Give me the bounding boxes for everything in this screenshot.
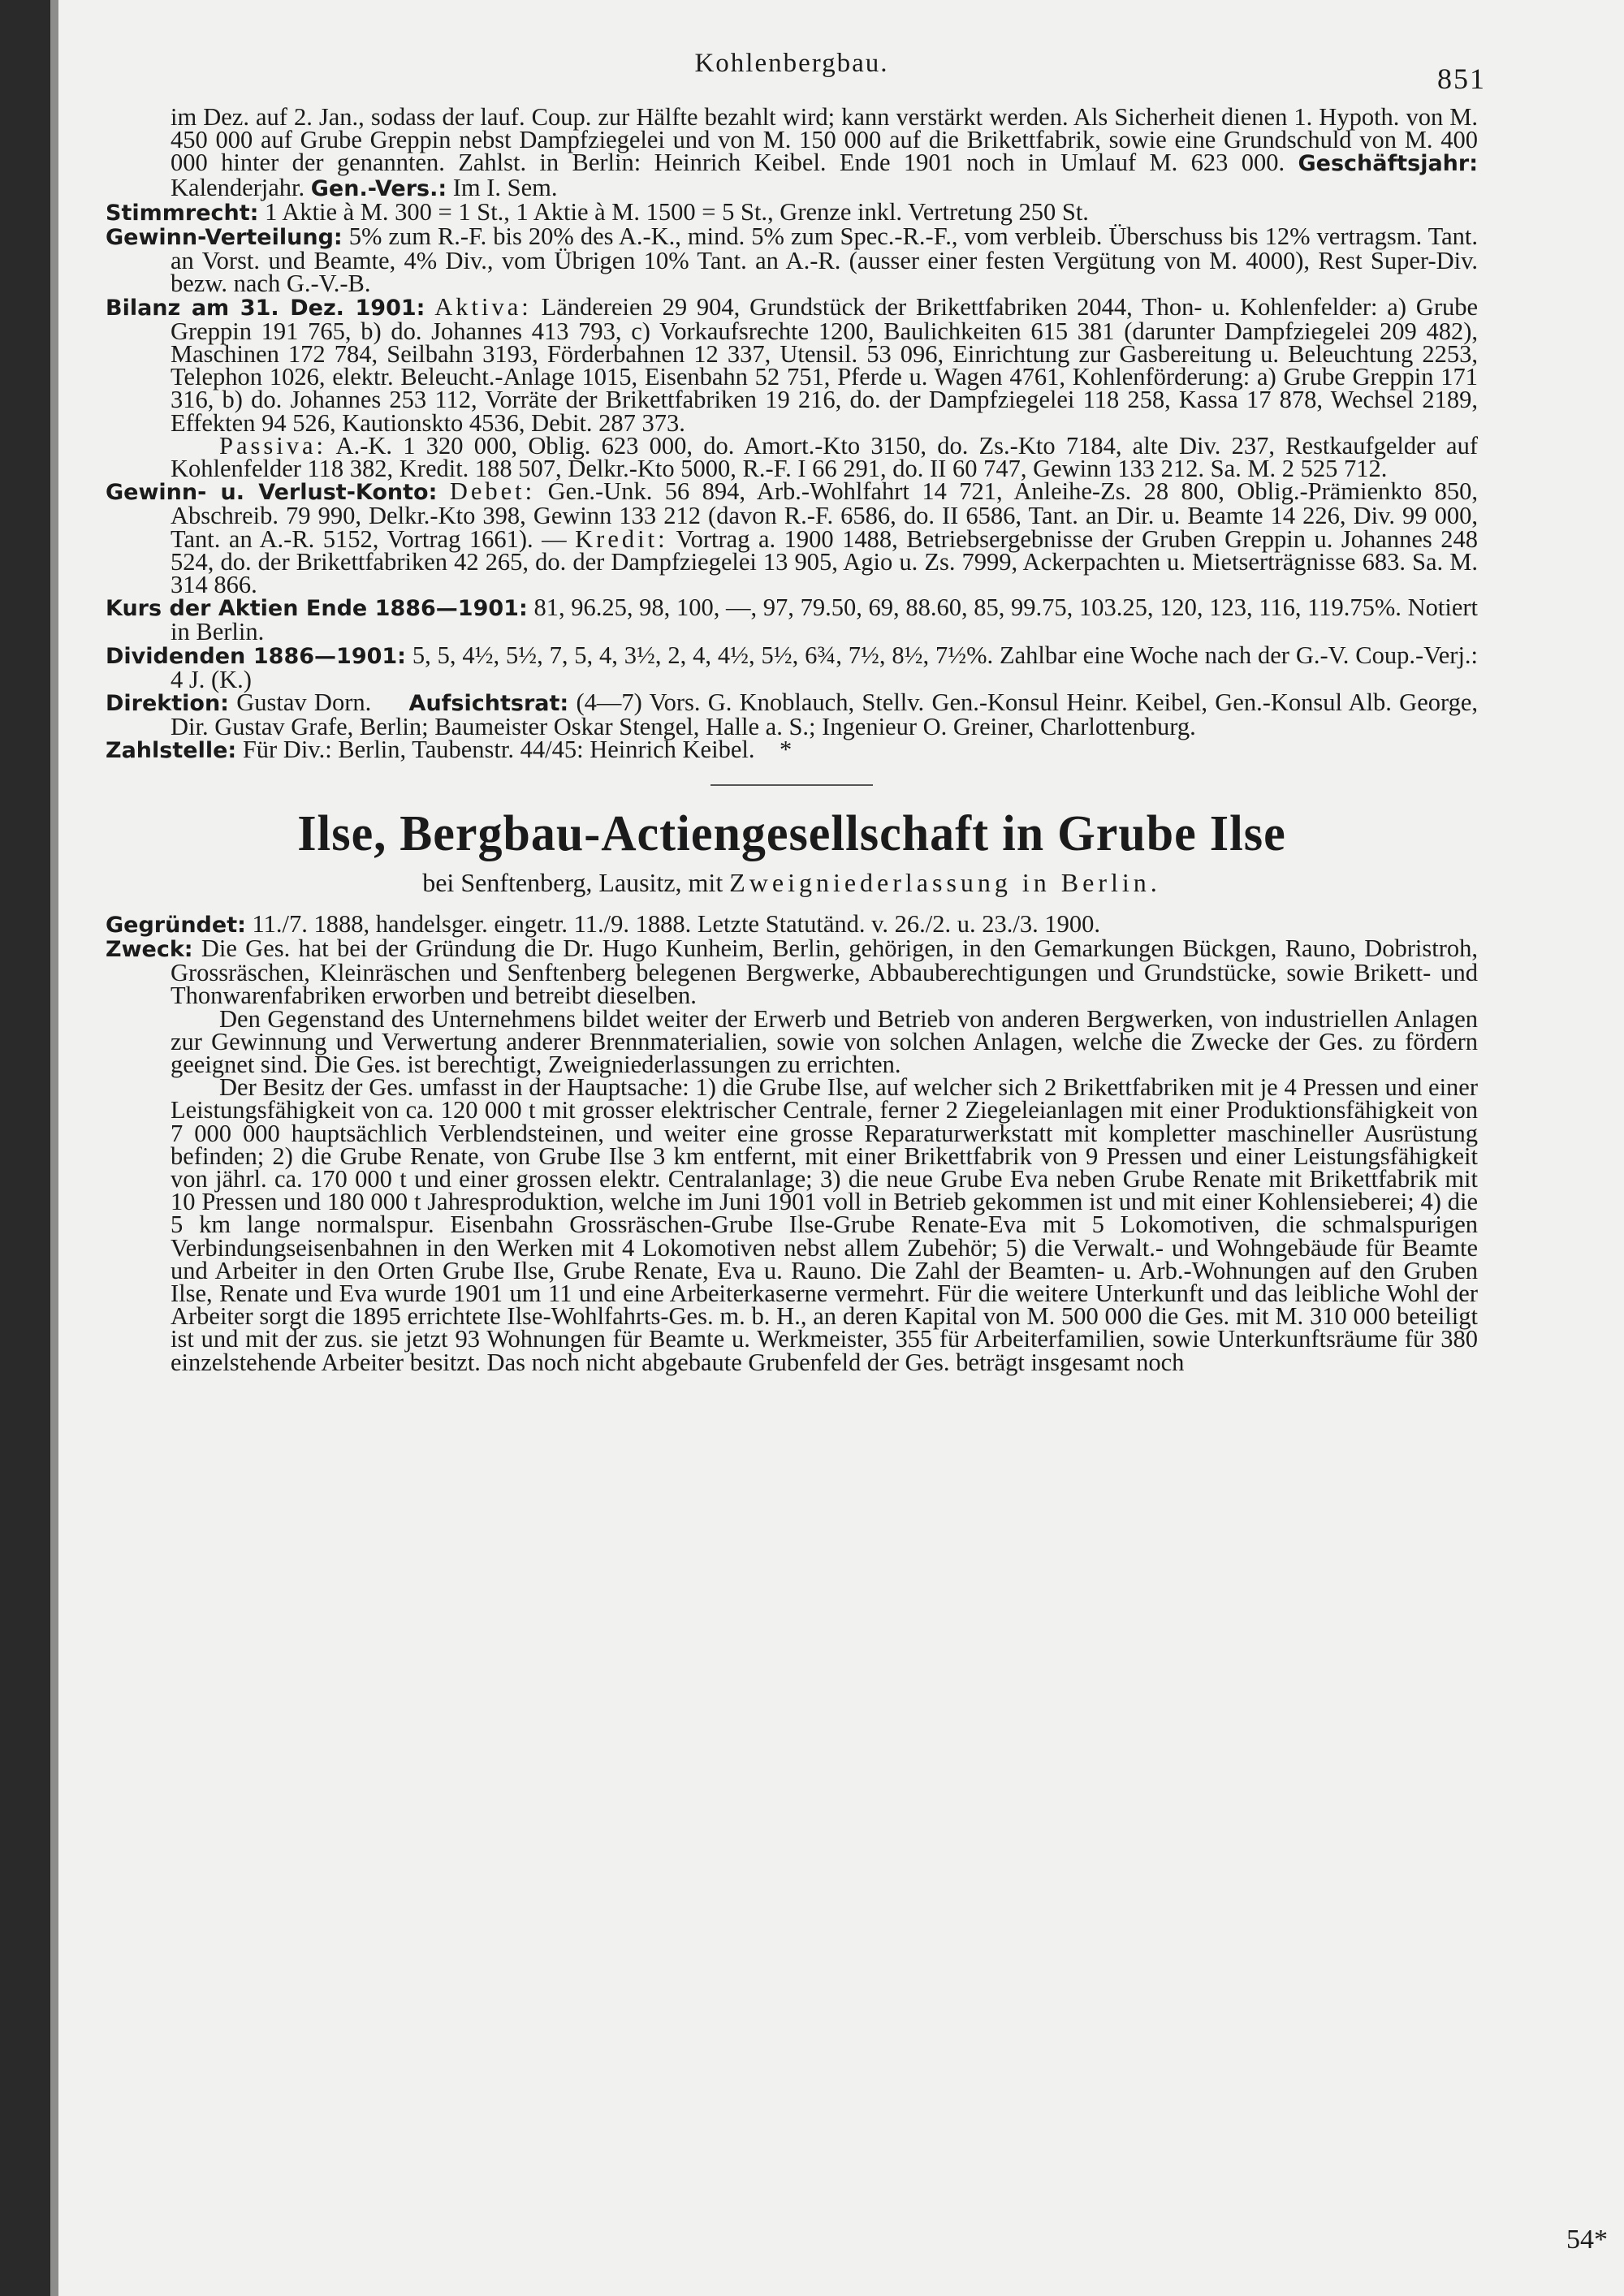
direktion-entry [106,688,1479,741]
binding-shadow [50,0,58,2296]
zweck-entry [106,934,1478,1010]
debet-text: Gen.-Unk. 56 894, Arb.-Wohlfahrt 14 721, Anleihe-Zs. 28 800, Oblig.-Prämienkto 850, Abschreib. 79 990, Delkr.-Kto 398, Gewinn 133 212 (davon R.-F. 6586, do. II 6586, Tant. an Dir. u. Beamte 14 226, Div. 99 000, Tant. an A.-R. 5152, Vortrag 1661). — [171,477,1479,553]
paragraph-2-text: Den Gegenstand des Unternehmens bildet weiter der Erwerb und Betrieb von anderen Bergwerken, von industriellen Anlagen zur Gewinnung und Verwertung anderer Brennmaterialien, sowie von solchen Anlagen, welche die Zwecke der Ges. zu fördern geeignet sind. Die Ges. ist berechtigt, Zweigniederlassungen zu errichten. [171,1004,1478,1078]
geschaeftsjahr-text: Kalenderjahr. [171,173,305,201]
bilanz-label: Bilanz am 31. Dez. 1901: [106,295,425,321]
running-head [106,32,1486,106]
kredit-label: Kredit: [575,524,668,553]
kurs-entry [106,593,1478,646]
direktion-label: Direktion: [106,691,229,717]
kurs-text: 81, 96.25, 98, 100, —, 97, 79.50, 69, 88.60, 85, 99.75, 103.25, 120, 123, 116, 119.75%. Notiert in Berlin. [171,593,1478,646]
running-head-title: Kohlenbergbau. [694,49,889,78]
genvers-text: Im I. Sem. [452,173,558,201]
guv-entry [106,477,1479,599]
gewinnverteilung-text: 5% zum R.-F. bis 20% des A.-K., mind. 5% zum Spec.-R.-F., vom verbleib. Überschuss bis 12% vertragsm. Tant. an Vorst. und Beamte, 4% Div., vom Übrigen 10% Tant. an A.-R. (ausser einer festen Vergütung von M. 4000), Rest Super-Div. bezw. nach G.-V.-B. [171,222,1478,298]
kredit-text: Vortrag a. 1900 1488, Betriebsergebnisse der Gruben Greppin u. Johannes 248 524, do. der Brikettfabriken 42 265, do. der Dampfziegelei 13 905, Agio u. Zs. 7999, Ackerpachten u. Mietserträgnisse 683. Sa. M. 314 866. [171,524,1479,599]
zahlstelle-entry [106,738,1478,762]
passiva-text: A.-K. 1 320 000, Oblig. 623 000, do. Amort.-Kto 3150, do. Zs.-Kto 7184, alte Div. 237, Restkaufgelder auf Kohlenfelder 118 382, Kredit. 188 507, Delkr.-Kto 5000, R.-F. I 66 291, do. II 60 747, Gewinn 133 212. Sa. M. 2 525 712. [171,431,1478,483]
zweck-paragraph-2 [106,1004,1478,1078]
stimmrecht-text: 1 Aktie à M. 300 = 1 St., 1 Aktie à M. 1500 = 5 St., Grenze inkl. Vertretung 250 St. [265,197,1089,226]
binding-edge [0,0,50,2296]
debet-label: Debet: [449,477,536,506]
aufsichtsrat-text: (4—7) Vors. G. Knoblauch, Stellv. Gen.-Konsul Heinr. Keibel, Gen.-Konsul Alb. George, Dir. Gustav Grafe, Berlin; Baumeister Oskar Stengel, Halle a. S.; Ingenieur O. Greiner, Charlottenburg. [171,688,1479,741]
passiva-paragraph [106,431,1478,483]
passiva-label: Passiva: [219,431,326,460]
dividenden-text: 5, 5, 4½, 5½, 7, 5, 4, 3½, 2, 4, 4½, 5½, 6¾, 7½, 8½, 7½%. Zahlbar eine Woche nach der G.-V. Coup.-Verj.: 4 J. (K.) [171,641,1479,693]
aktiva-text: Ländereien 29 904, Grundstück der Brikettfabriken 2044, Thon- u. Kohlenfelder: a) Grube Greppin 191 765, b) do. Johannes 413 793, c) Vorkaufsrechte 1200, Baulichkeiten 615 381 (darunter Dampfziegelei 209 482), Maschinen 172 784, Seilbahn 3193, Förderbahnen 12 337, Utensil. 53 096, Einrichtung zur Gasbereitung u. Beleuchtung 2253, Telephon 1026, elektr. Beleucht.-Anlage 1015, Eisenbahn 52 751, Pferde u. Wagen 4761, Kohlenförderung: a) Grube Greppin 171 316, b) do. Johannes 253 112, Vorräte der Brikettfabriken 19 216, do. der Dampfziegelei 118 258, Kassa 17 878, Wechsel 2189, Effekten 94 526, Kautionskto 4536, Debit. 287 373. [171,292,1479,437]
subtitle-branch: Zweigniederlassung in Berlin. [729,867,1161,897]
zahlstelle-label: Zahlstelle: [106,738,237,764]
gegruendet-label: Gegründet: [106,912,246,938]
genvers-label: Gen.-Vers.: [310,175,447,201]
prev-entry-intro [106,103,1479,201]
gegruendet-text: 11./7. 1888, handelsger. eingetr. 11./9. 1888. Letzte Statutänd. v. 26./2. u. 23./3. 1900. [252,909,1101,938]
bilanz-entry [106,292,1479,437]
zahlstelle-text: Für Div.: Berlin, Taubenstr. 44/45: Heinrich Keibel. [242,736,755,764]
dividenden-entry [106,641,1479,693]
stimmrecht-label: Stimmrecht: [106,200,259,226]
star-mark: * [779,736,793,764]
company-title: Ilse, Bergbau-Actiengesellschaft in Grube Ilse [297,805,1286,861]
aktiva-label: Aktiva: [434,292,532,321]
zweck-text: Die Ges. hat bei der Gründung die Dr. Hugo Kunheim, Berlin, gehörigen, in den Gemarkungen Bückgen, Rauno, Dobristroh, Grossräschen, Kleinräschen und Senftenberg belegenen Bergwerke, Abbauberechtigungen und Grundstücke, sowie Brikett- und Thonwarenfabriken erworben und betreibt dieselben. [171,934,1478,1010]
intro-text: im Dez. auf 2. Jan., sodass der lauf. Coup. zur Hälfte bezahlt wird; kann verstärkt werden. Als Sicherheit dienen 1. Hypoth. von M. 450 000 auf Grube Greppin nebst Dampfziegelei und von M. 150 000 auf die Brikettfabrik, sowie eine Grundschuld von M. 400 000 hinter der genannten. Zahlst. in Berlin: Heinrich Keibel. Ende 1901 noch in Umlauf M. 623 000. [171,103,1478,177]
subtitle-location: bei Senftenberg, Lausitz, mit [422,867,723,897]
aufsichtsrat-label: Aufsichtsrat: [408,691,569,717]
company-subtitle [106,868,1478,898]
dividenden-label: Dividenden 1886—1901: [106,643,406,669]
kurs-label: Kurs der Aktien Ende 1886—1901: [106,596,528,622]
page-number: 851 [1437,63,1486,95]
paragraph-3-text: Der Besitz der Ges. umfasst in der Hauptsache: 1) die Grube Ilse, auf welcher sich 2 Brikettfabriken mit je 4 Pressen und einer Leistungsfähigkeit von ca. 120 000 t mit grosser elektrischer Centrale, ferner 2 Ziegeleianlagen mit einer Produktionsfähigkeit von 7 000 000 hauptsächlich Verblendsteinen, und weiter eine grosse Reparaturwerkstatt mit kompletter maschineller Ausrüstung befinden; 2) die Grube Renate, von Grube Ilse 3 km entfernt, mit einer Brikettfabrik von 9 Pressen und einer Leistungsfähigkeit von jährl. ca. 170 000 t und einer grossen elektr. Centralanlage; 3) die neue Grube Eva neben Grube Renate mit Brikettfabrik mit 10 Pressen und 180 000 t Jahresproduktion, welche im Juni 1901 voll in Betrieb gekommen ist und mit einer Kohlensieberei; 4) die 5 km lange normalspur. Eisenbahn Grossräschen-Grube Ilse-Grube Renate-Eva mit 5 Lokomotiven, die schmalspurigen Verbindungseisenbahnen in den Werken mit 4 Lokomotiven nebst allem Zubehör; 5) die Verwalt.- und Wohngebäude für Beamte und Arbeiter in den Orten Grube Ilse, Grube Renate, Eva u. Rauno. Die Zahl der Beamten- u. Arb.-Wohnungen auf den Gruben Ilse, Renate und Eva wurde 1901 um 11 und eine Arbeiterkaserne vermehrt. Für die weitere Unterkunft und das leibliche Wohl der Arbeiter sorgt die 1895 errichtete Ilse-Wohlfahrts-Ges. m. b. H., an deren Kapital von M. 500 000 die Ges. mit M. 310 000 beteiligt ist und mit der zus. sie jetzt 93 Wohnungen für Beamte u. Werkmeister, 355 für Arbeiterfamilien, sowie Unterkunftsräume für 380 einzelstehende Arbeiter besitzt. Das noch nicht abgebaute Grubenfeld der Ges. beträgt insgesamt noch [171,1073,1478,1376]
section-divider [710,784,873,786]
signature-mark: 54* [1566,2225,1608,2255]
stimmrecht-entry [106,197,1478,226]
besitz-paragraph [106,1073,1478,1376]
page [106,32,1486,1376]
geschaeftsjahr-label: Geschäftsjahr: [1298,151,1479,177]
gewinnverteilung-label: Gewinn-Verteilung: [106,225,343,251]
guv-label: Gewinn- u. Verlust-Konto: [106,480,438,506]
direktion-text: Gustav Dorn. [236,688,372,717]
zweck-label: Zweck: [106,936,193,962]
gegruendet-entry [106,909,1478,938]
gewinnverteilung-entry [106,222,1478,298]
